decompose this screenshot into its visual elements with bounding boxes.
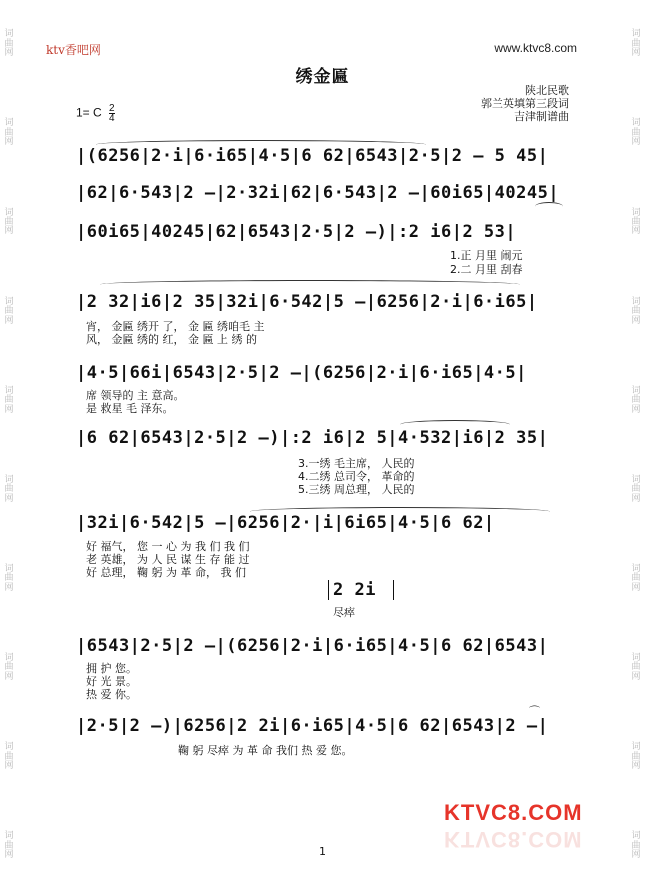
slur-arc [100,280,520,289]
score-line-7: |32i|6·542|5 —|6256|2·|i|6i65|4·5|6 62| [76,513,495,533]
score-line-2: |62|6·543|2 —|2·32i|62|6·543|2 —|60i65|40245| [76,183,560,203]
alt-ending-notes: 2 2i [328,580,394,600]
lyric-line-6c: 5.三绣 周总理， 人民的 [298,483,415,496]
lyric-line-4b: 风， 金匾 绣的 红， 金 匾 上 绣 的 [86,333,257,346]
key-signature [76,104,115,123]
watermark-group: 词 曲 网 [631,563,641,593]
score-line-9: |2·5|2 —)|6256|2 2i|6·i65|4·5|6 62|6543|2 —| [76,716,549,736]
watermark-group: 词 曲 网 [631,207,641,237]
lyric-line-8b: 好 光 景。 [86,675,137,688]
lyric-line-8c: 热 爱 你。 [86,688,137,701]
lyric-line-3a: 1.正 月里 闹元 [450,249,523,262]
watermark-group: 词 曲 网 [631,831,641,861]
ktv-logo-reflection: KTVC8.COM [444,827,583,852]
watermark-group: 词 曲 网 [4,474,14,504]
watermark-group: 词 曲 网 [4,742,14,772]
lyric-line-5a: 席 领导的 主 意高。 [86,389,185,402]
lyric-line-5b: 是 救星 毛 泽东。 [86,402,174,415]
watermark-group: 词 曲 网 [4,296,14,326]
lyric-line-4a: 宵， 金匾 绣开 了， 金 匾 绣咱毛 主 [86,320,265,333]
score-line-4: |2 32|i6|2 35|32i|6·542|5 —|6256|2·i|6·i65| [76,292,538,312]
score-line-8: |6543|2·5|2 —|(6256|2·i|6·i65|4·5|6 62|6543| [76,636,549,656]
lyric-line-7a: 好 福气， 您 一 心 为 我 们 我 们 [86,540,250,553]
score-line-1: |(6256|2·i|6·i65|4·5|6 62|6543|2·5|2 — 5 45| [76,146,549,166]
lyric-line-9: 鞠 躬 尽瘁 为 革 命 我们 热 爱 您。 [178,744,353,757]
watermark-group: 词 曲 网 [4,385,14,415]
song-title: 绣金匾 [295,67,350,87]
site-url[interactable]: www.ktvc8.com [494,41,577,55]
meter-bottom: 4 [109,113,115,124]
score-line-3: |60i65|40245|62|6543|2·5|2 —)|:2 i6|2 53| [76,222,517,242]
watermark-left [2,0,16,891]
score-line-6: |6 62|6543|2·5|2 —)|:2 i6|2 5|4·532|i6|2 35| [76,428,549,448]
time-signature [109,104,115,123]
watermark-group: 词 曲 网 [631,742,641,772]
watermark-group: 词 曲 网 [631,385,641,415]
watermark-group: 词 曲 网 [631,474,641,504]
watermark-right [629,0,643,891]
lyric-line-6a: 3.一绣 毛主席， 人民的 [298,457,415,470]
lyric-line-7b: 老 英雄， 为 人 民 谋 生 存 能 过 [86,553,250,566]
watermark-group: 词 曲 网 [631,118,641,148]
lyric-line-6b: 4.二绣 总司令， 革命的 [298,470,415,483]
score-line-5: |4·5|66i|6543|2·5|2 —|(6256|2·i|6·i65|4·5| [76,363,527,383]
meter-top: 2 [109,103,115,114]
watermark-group: 词 曲 网 [631,296,641,326]
watermark-group: 词 曲 网 [4,563,14,593]
credit-origin: 陕北民歌 [525,84,569,97]
ktv-logo[interactable]: KTVC8.COM [444,800,583,825]
watermark-group: 词 曲 网 [4,831,14,861]
watermark-group: 词 曲 网 [631,29,641,59]
alt-ending-lyric: 尽瘁 [333,606,355,619]
lyric-line-8a: 拥 护 您。 [86,662,137,675]
watermark-group: 词 曲 网 [631,653,641,682]
fermata-mark: ⌒ [529,705,540,718]
watermark-group: 词 曲 网 [4,207,14,237]
slur-arc [535,202,563,211]
credit-arranger: 吉津制谱曲 [514,110,569,123]
watermark-group: 词 曲 网 [4,29,14,59]
watermark-group: 词 曲 网 [4,118,14,148]
lyric-line-3b: 2.二 月里 刮春 [450,263,523,276]
brand-label[interactable]: ktv香吧网 [46,43,101,57]
credit-lyricist: 郭兰英填第三段词 [481,97,569,110]
credits [481,84,569,123]
key-label: 1= C [76,105,102,120]
page-number: 1 [319,845,326,858]
watermark-group: 词 曲 网 [4,653,14,682]
lyric-line-7c: 好 总理， 鞠 躬 为 革 命， 我 们 [86,566,246,579]
